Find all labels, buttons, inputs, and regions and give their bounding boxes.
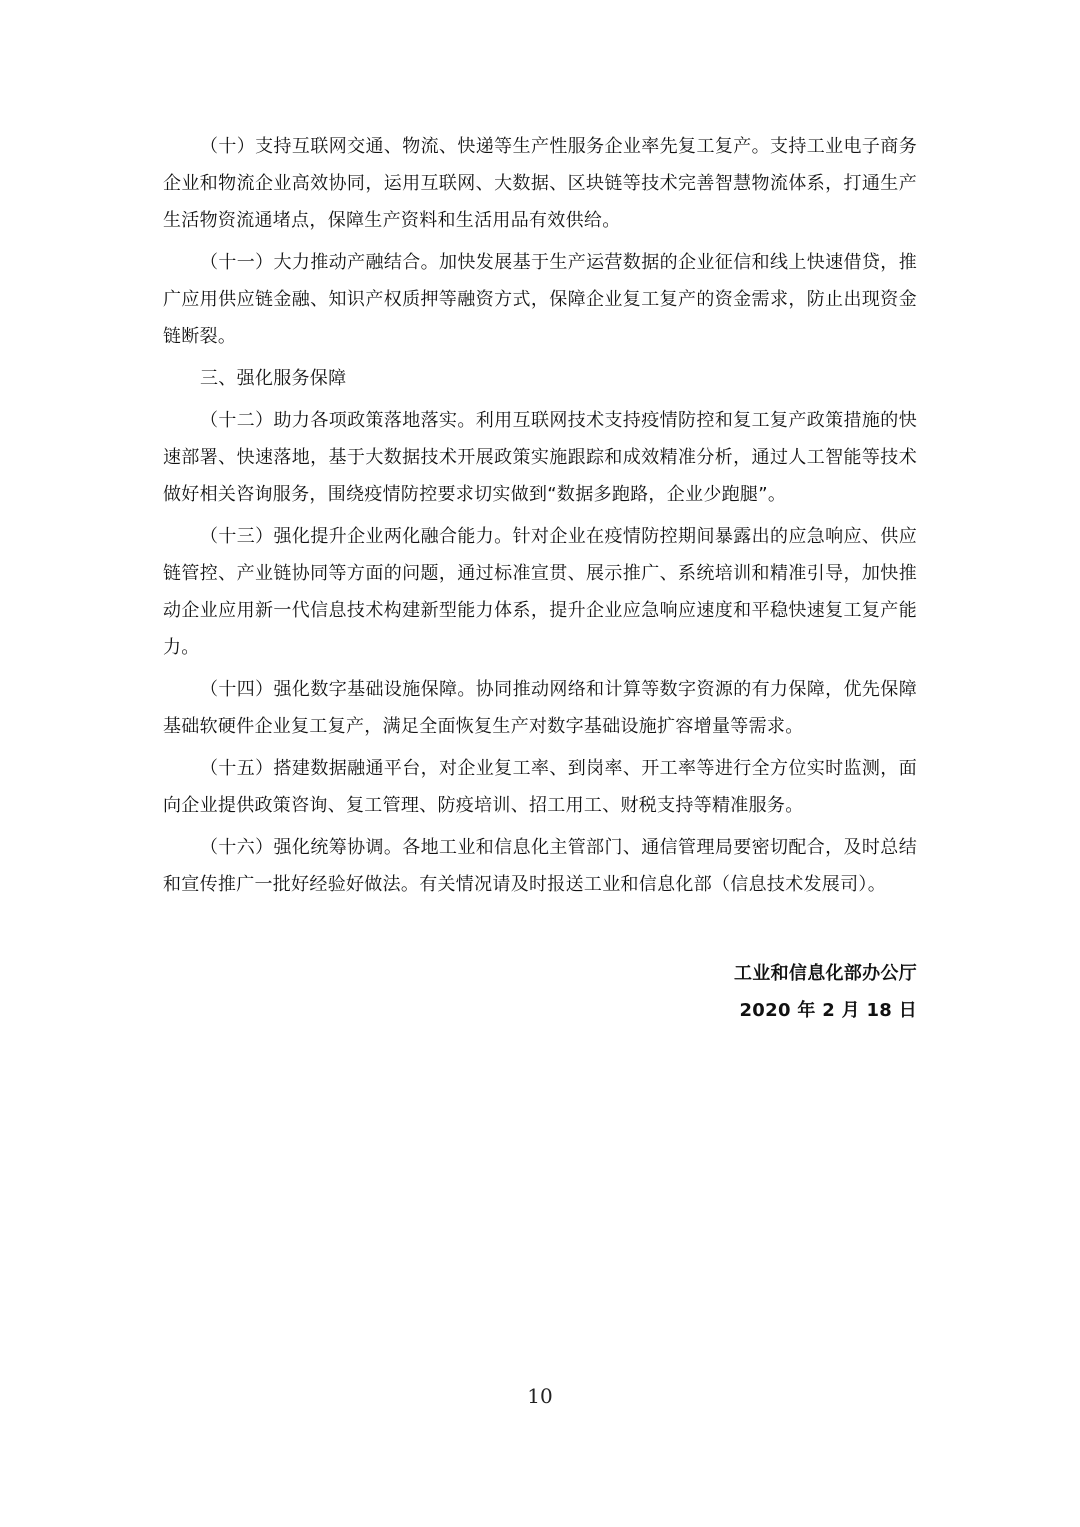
page-number: 10: [527, 1384, 553, 1408]
issue-date: 2020 年 2 月 18 日: [739, 1000, 917, 1021]
paragraph-item-15: （十五）搭建数据融通平台，对企业复工率、到岗率、开工率等进行全方位实时监测，面向企业提供政策咨询、复工管理、防疫培训、招工用工、财税支持等精准服务。: [163, 758, 917, 816]
issuer-name: 工业和信息化部办公厅: [734, 963, 917, 984]
paragraph-item-12: （十二）助力各项政策落地落实。利用互联网技术支持疫情防控和复工复产政策措施的快速部署、快速落地，基于大数据技术开展政策实施跟踪和成效精准分析，通过人工智能等技术做好相关咨询服务，围绕疫情防控要求切实做到“数据多跑路，企业少跑腿”。: [163, 410, 917, 505]
paragraph-item-10: （十）支持互联网交通、物流、快递等生产性服务企业率先复工复产。支持工业电子商务企业和物流企业高效协同，运用互联网、大数据、区块链等技术完善智慧物流体系，打通生产生活物资流通堵点，保障生产资料和生活用品有效供给。: [163, 136, 917, 231]
paragraph-item-11: （十一）大力推动产融结合。加快发展基于生产运营数据的企业征信和线上快速借贷，推广应用供应链金融、知识产权质押等融资方式，保障企业复工复产的资金需求，防止出现资金链断裂。: [163, 252, 917, 347]
signature-block: [734, 955, 917, 1029]
document-body: [163, 128, 917, 908]
paragraph-item-16: （十六）强化统筹协调。各地工业和信息化主管部门、通信管理局要密切配合，及时总结和宣传推广一批好经验好做法。有关情况请及时报送工业和信息化部（信息技术发展司）。: [163, 837, 917, 895]
paragraph-item-13: （十三）强化提升企业两化融合能力。针对企业在疫情防控期间暴露出的应急响应、供应链管控、产业链协同等方面的问题，通过标准宣贯、展示推广、系统培训和精准引导，加快推动企业应用新一代信息技术构建新型能力体系，提升企业应急响应速度和平稳快速复工复产能力。: [163, 526, 917, 658]
paragraph-item-14: （十四）强化数字基础设施保障。协同推动网络和计算等数字资源的有力保障，优先保障基础软硬件企业复工复产，满足全面恢复生产对数字基础设施扩容增量等需求。: [163, 679, 917, 737]
section-heading: 三、强化服务保障: [200, 368, 347, 389]
